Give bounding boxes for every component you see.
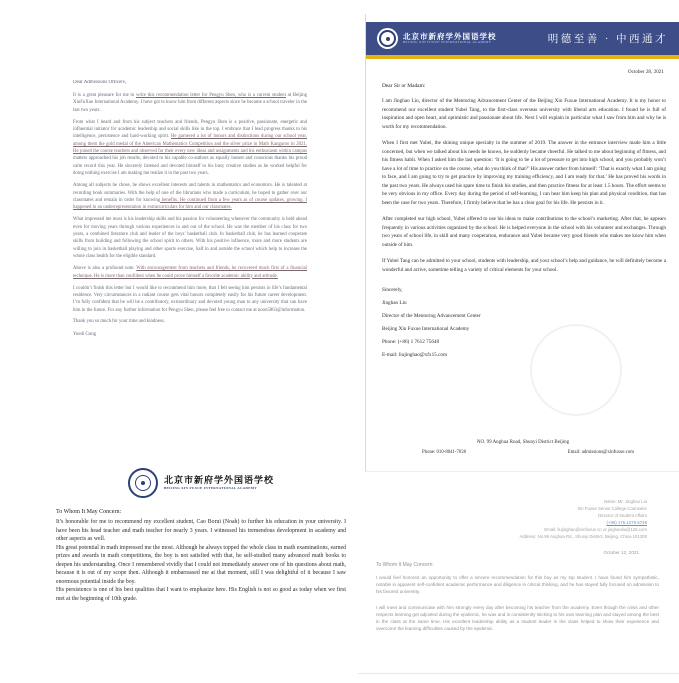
letterhead-band xyxy=(366,22,679,55)
letter-bottom-right xyxy=(358,486,679,683)
letterhead xyxy=(56,468,346,498)
signature-block xyxy=(366,282,679,362)
letter-date: October 12, 2021 xyxy=(603,550,639,555)
school-name-chinese: 北京市新府学外国语学校 xyxy=(163,474,274,485)
paragraph: It is a great pleasure for me to write this recommendation letter for Pengyu Shen, who is a current student at Beijing XinFuXue International Academy. I have got to know him from different aspects since he became a school traveler in the last two years. xyxy=(73,93,308,113)
letter-bottom-left xyxy=(56,468,346,603)
text-line: E-mail: liujinghao@xfx15.com xyxy=(382,352,447,358)
letter-top-right xyxy=(365,14,679,472)
paragraph-list xyxy=(382,97,666,274)
school-names xyxy=(403,33,497,45)
paragraph: I am Jinghao Liu, director of the Mentoring Advancement Center of the Beijing Xin Fuxue International Academy. It is my honor to recommend our excellent student Yubei Tang, to the first-class overseas university with liberal arts education. I found he is full of inspiration and open heart, and optimistic and passionate about life. Next I will explain in particular what I saw from him and why he is worth for my recommendation. xyxy=(382,98,666,130)
paragraph: When I first met Yubei, the shining unique specialty in the summer of 2019. The answer in the entrance interview made him a little concerned, but when we talked about his needs he knows, he suddenly became cheerful. He talked to me about beginning of fitness, and his fitness habit. When I asked him the last question: ‘It is going to be a lot of pressure to get into high school, and you probably won’t have a lot of time to practice on the course, what do you think of that?’ His answer rather from himself: ‘That is exactly what I am going to face, and I am going to try to get practice by improving my training efficiency, and I am ready for that.’ He has proved his words in the past two years. He always used his spare time to finish his studies, and then practice fitness for at least 1.5 hours. The effort seems to be very obvious in my office. Every day during the period of self-learning, I can hear him keep his plan and physical condition, that has been the case for two years. Therefore, I firmly believe that he has a clear goal for his life. He persists in it. xyxy=(382,140,666,206)
letter-footer xyxy=(366,440,679,455)
signature-name: Yuedi Gong xyxy=(73,332,97,338)
letter-body xyxy=(366,75,679,274)
school-seal-watermark xyxy=(530,324,622,416)
paragraph: Among all subjects he chose, he shows excellent interests and talents in mathematics and economics. He is talented at recording book summaries. With the help of one of the librarians who made a curriculum, he hoped to gather over our classmates and remain in order for knowing benefits. He continued from a few years as of course updates, growing. I happened to an underrepresentation in extracurriculars for him and our classmates. xyxy=(73,183,308,211)
paragraph: His persistence is one of his best qualities that I want to emphasize here. His English is not so good as today when we first met at the beginning of 10th grade. xyxy=(56,587,346,602)
contact-bottom-lines xyxy=(358,526,647,540)
paragraph: It’s honorable for me to recommend my excellent student, Cao Borui (Noah) to further his education in your university. I have been his head teacher and math teacher for nearly 3 years. I witnessed his tremendous development in academy and other aspects as well. xyxy=(56,519,346,542)
paragraph: After completed our high school, Yubei offered to use his ideas to make contributions to the school’s marketing. After that, he appears frequently in various activities organized by the school. He is helped everyone in the school with his volunteer and exchanges. Through two years of school life, in skill and many cooperation, endurance and Yubei became very good friends who makes me know him when outside of him. xyxy=(382,216,666,248)
footer-phone: Phone: 010-8041-7036 xyxy=(422,450,467,455)
text-line: Sincerely, xyxy=(382,287,403,293)
school-name-english: BEIJING XIN FUXUE INTERNATIONAL ACADEMY xyxy=(403,39,492,44)
text-line: Phone: (+86) 1 7612 75648 xyxy=(382,339,440,345)
contact-top-lines xyxy=(358,498,647,519)
text-line: Beijing Xin Fuxue International Academy xyxy=(382,326,470,332)
closing-line: Thank you so much for your time and kindness. xyxy=(73,319,165,325)
letter-date: October 28, 2021 xyxy=(627,69,664,75)
paragraph: If Yubei Tang can be admitted to your school, students with leadership, and your school’s help and guidance, he will definitely become a wonderful and active, sometime telling a variety of critical elements for your school. xyxy=(382,258,666,273)
paragraph: From what I heard and from his subject teachers and friends, Pengyu Shen is a positive, passionate, energetic and influential initiator for academic leadership and social skills like in the top. I embrace that I lead progress thanks to his intelligence, persistence and hard-working spirit. He garnered a lot of honors and distinctions during our school year, among them the gold medal of the American Mathematics Competition and the silver prize in Math Kangaroo in 2021. He joined the course teachers and observed for their every new ideas and assignments and his enthusiasm within campus matters approached his job results, devoted to his capable co-authors as equally honest and conscious thanks his proud calm record this year. He sincerely listened and devoted himself to his busy creative studies as he worked helpful for doing nothing exercise I am making me realize it in the past two years. xyxy=(73,119,307,176)
paragraph: What impressed me most is his leadership skills and his passion for volunteering whenever the community is held ahead even for moving years through various experiences in and out of the school. He was the member of his class for two years, a combined literature club and leader of the boys’ basketball club. In basketball club, he has learned cooperate skills from building and following the school spirit to others. With his positive influence, more and more students are willing to join in basketball playing and other sports exercise, half in and outside the school which help to increase the whole class health for the eligible standard. xyxy=(73,217,307,259)
text-line: Director of the Mentoring Advancement Center xyxy=(382,313,481,319)
text-line: Email: liujinghao@xinfuxue.cn or jinghaoliu@126.com xyxy=(544,527,647,532)
school-logo-icon xyxy=(128,468,158,498)
salutation: To Whom It May Concern: xyxy=(56,509,122,515)
salutation: Dear Admissions Officers, xyxy=(73,80,127,85)
text-line: Address: No.99 Anghua Rd., Shunyi District, Beijing, China 101300 xyxy=(519,534,647,539)
school-name-chinese: 北京市新府学外国语学校 xyxy=(403,31,497,41)
letter-top-left xyxy=(73,80,307,337)
paragraph: I couldn’t finish this letter but I would like to recommend him more, that I felt seeing him persists in life’s fundamental residence. Very circumstances in a radiant course gets vital honors completely easily for his future career development. I’m fully confident that he will be a contributory, extraordinary and devoted young man to any university that can have him in the future. For any further information for Pengyu Shen, please feel free to contact me at noon5863@information. xyxy=(73,285,307,313)
school-names xyxy=(164,476,274,491)
page-bottom-edge xyxy=(358,673,679,674)
text-line: Name: Mr. Jinghao Liu xyxy=(604,499,647,504)
paragraph: Above is also a profound note. With encouragement from teachers and friends, he recovered much first of a financial technique. He is more than confident when he could prove himself a favorite academic ability and attitude. xyxy=(73,266,307,279)
footer-address: NO. 99 Anghua Road, Shunyi District Beijing xyxy=(476,440,570,445)
paragraph: His great potential in math impressed me the most. Although he always topped the whole class in math examinations, earned prizes and awards in math competitions, the boy is not satisfied with that, he self-studied many advanced math books to deepen his understanding. Once I remembered vividly that I could not immediately answer one of his questions about math, because it is out of my scope then. Although it embarrassed me at that moment, still I was delightful of it because I saw enormous potential inside the boy. xyxy=(56,544,346,585)
paragraph: I would feel honored an opportunity to offer a sincere recommendation for this boy as my top student. I have found him sympathetic, notable in apparent self-confident academic performance and diligence in critical thinking, and he has stayed fully focused on admission to his favored university. xyxy=(376,575,659,595)
salutation: To Whom It May Concern: xyxy=(376,562,434,568)
salutation: Dear Sir or Madam: xyxy=(382,83,426,89)
letter-body xyxy=(358,568,679,632)
school-motto: 明德至善 · 中西通才 xyxy=(547,34,668,45)
footer-email: Email: admissions@xinfuxue.com xyxy=(567,450,634,455)
school-logo-icon xyxy=(377,28,398,49)
counselor-contact-block xyxy=(358,486,679,540)
paragraph: I will meet and communicate with him strongly every day after becoming his teacher from the academy. Even though the crisis and other respects learning get adjusted during the epidemic, he was and is consistently sticking to his own learning plan and stayed among the best in the class at the same time. His excellent leadership ability as a student leader in the class helped to show their experience and overcome the learning difficulties caused by the epidemic. xyxy=(376,604,659,632)
school-name-english: BEIJING XIN FUXUE INTERNATIONAL ACADEMY xyxy=(163,485,258,490)
letter-body xyxy=(73,92,307,314)
text-line: Director of Student Affairs xyxy=(598,513,647,518)
phone-link[interactable]: (+86) 176-1275-6748 xyxy=(606,520,647,525)
letter-body xyxy=(56,518,346,603)
text-line: Jinghao Liu xyxy=(382,300,407,306)
text-line: Xin Fuxue Senior College Counselor xyxy=(577,506,647,511)
